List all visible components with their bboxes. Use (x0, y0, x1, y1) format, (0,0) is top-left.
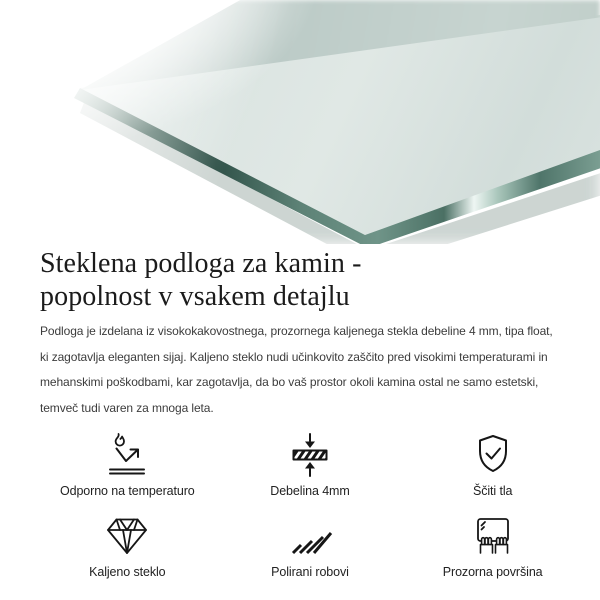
polished-edges-icon (286, 512, 334, 560)
hero-white-fade (0, 0, 600, 244)
page-title-line1: Steklena podloga za kamin - (40, 248, 362, 279)
feature-label: Prozorna površina (442, 565, 543, 579)
feature-protects-floor (401, 431, 584, 498)
feature-label: Kaljeno steklo (89, 565, 166, 579)
page-title (40, 247, 564, 313)
feature-tempered-glass (36, 512, 219, 579)
feature-transparent-surface (401, 512, 584, 579)
hero-image (0, 0, 600, 244)
feature-thickness (219, 431, 402, 498)
hands-holding-glass-icon (469, 512, 517, 560)
content-section (0, 247, 600, 421)
feature-label: Odporno na temperaturo (59, 484, 195, 498)
feature-label: Ščiti tla (472, 484, 513, 498)
feature-label: Polirani robovi (271, 565, 349, 579)
shield-check-icon (469, 431, 517, 479)
product-description: Podloga je izdelana iz visokokakovostnega, prozornega kaljenega stekla debeline 4 mm, tipa float, ki zagotavlja eleganten sijaj. Kaljeno steklo nudi učinkovito zaščito pred visokimi temperaturami in mehanskimi poškodbami, kar zagotavlja, da bo vaš prostor okoli kamina ostal ne samo estetski, temveč tudi varen za mnoga leta. (40, 324, 553, 415)
feature-label: Debelina 4mm (270, 484, 350, 498)
feature-temperature-resistant (36, 431, 219, 498)
temperature-resistant-icon (103, 431, 151, 479)
diamond-icon (103, 512, 151, 560)
page-title-line2: popolnost v vsakem detajlu (40, 281, 350, 312)
feature-polished-edges (219, 512, 402, 579)
features-grid (36, 431, 584, 579)
thickness-4mm-icon (286, 431, 334, 479)
